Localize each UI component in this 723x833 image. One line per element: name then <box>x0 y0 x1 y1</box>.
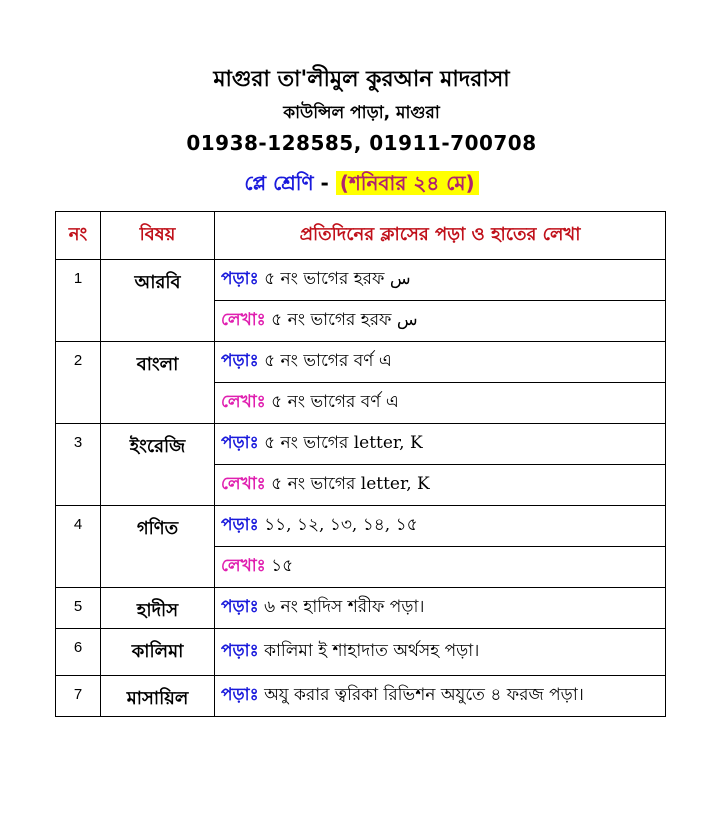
table-row <box>56 424 666 465</box>
row-number: 7 <box>56 676 101 717</box>
read-task <box>215 588 666 629</box>
row-subject: ইংরেজি <box>101 424 215 506</box>
phone-numbers: 01938-128585, 01911-700708 <box>186 131 537 155</box>
read-text: ৬ নং হাদিস শরীফ পড়া। <box>258 597 425 617</box>
table-row <box>56 676 666 717</box>
table-row <box>56 588 666 629</box>
read-task <box>215 342 666 383</box>
read-label: পড়াঃ <box>221 515 259 535</box>
row-number: 6 <box>56 629 101 676</box>
write-task <box>215 301 666 342</box>
page-title: মাগুরা তা'লীমুল কুরআন মাদরাসা <box>213 67 510 92</box>
write-label: লেখাঃ <box>221 474 266 494</box>
read-label: পড়াঃ <box>221 641 259 661</box>
write-task <box>215 465 666 506</box>
write-task <box>215 547 666 588</box>
date-highlight: (শনিবার ২৪ মে) <box>336 171 479 195</box>
read-text: কালিমা ই শাহাদাত অর্থসহ পড়া। <box>258 641 480 661</box>
read-task <box>215 629 666 676</box>
read-label: পড়াঃ <box>221 269 259 289</box>
row-subject: বাংলা <box>101 342 215 424</box>
separator: - <box>313 171 336 195</box>
address: কাউন্সিল পাড়া, মাগুরা <box>283 103 440 123</box>
routine-table <box>55 211 666 717</box>
class-name: প্লে শ্রেণি <box>244 171 314 195</box>
row-subject: কালিমা <box>101 629 215 676</box>
read-task <box>215 676 666 717</box>
write-text: ৫ নং ভাগের letter, K <box>265 474 430 494</box>
read-label: পড়াঃ <box>221 597 259 617</box>
write-label: লেখাঃ <box>221 310 266 330</box>
row-number: 5 <box>56 588 101 629</box>
row-subject: মাসায়িল <box>101 676 215 717</box>
write-text: ৫ নং ভাগের বর্ণ এ <box>265 392 399 412</box>
row-number: 2 <box>56 342 101 424</box>
write-task <box>215 383 666 424</box>
table-row <box>56 342 666 383</box>
row-number: 3 <box>56 424 101 506</box>
table-header-row <box>56 212 666 260</box>
write-text: ৫ নং ভাগের হরফ س <box>265 310 418 330</box>
read-task <box>215 424 666 465</box>
read-label: পড়াঃ <box>221 433 259 453</box>
row-number: 4 <box>56 506 101 588</box>
read-text: ১১, ১২, ১৩, ১৪, ১৫ <box>258 515 418 535</box>
table-row <box>56 260 666 301</box>
class-line <box>0 169 723 202</box>
read-label: পড়াঃ <box>221 685 259 705</box>
read-text: ৫ নং ভাগের letter, K <box>258 433 423 453</box>
row-number: 1 <box>56 260 101 342</box>
read-text: ৫ নং ভাগের বর্ণ এ <box>258 351 392 371</box>
header-number: নং <box>56 212 101 260</box>
read-text: অযু করার ত্বরিকা রিভিশন অযুতে ৪ ফরজ পড়া। <box>258 685 584 705</box>
row-subject: গণিত <box>101 506 215 588</box>
read-text: ৫ নং ভাগের হরফ س <box>258 269 411 289</box>
table-row <box>56 506 666 547</box>
header-daily-lesson: প্রতিদিনের ক্লাসের পড়া ও হাতের লেখা <box>215 212 666 260</box>
row-subject: আরবি <box>101 260 215 342</box>
write-label: লেখাঃ <box>221 392 266 412</box>
header-subject: বিষয় <box>101 212 215 260</box>
write-text: ১৫ <box>265 556 294 576</box>
table-row <box>56 629 666 676</box>
write-label: লেখাঃ <box>221 556 266 576</box>
read-task <box>215 260 666 301</box>
read-task <box>215 506 666 547</box>
row-subject: হাদীস <box>101 588 215 629</box>
read-label: পড়াঃ <box>221 351 259 371</box>
